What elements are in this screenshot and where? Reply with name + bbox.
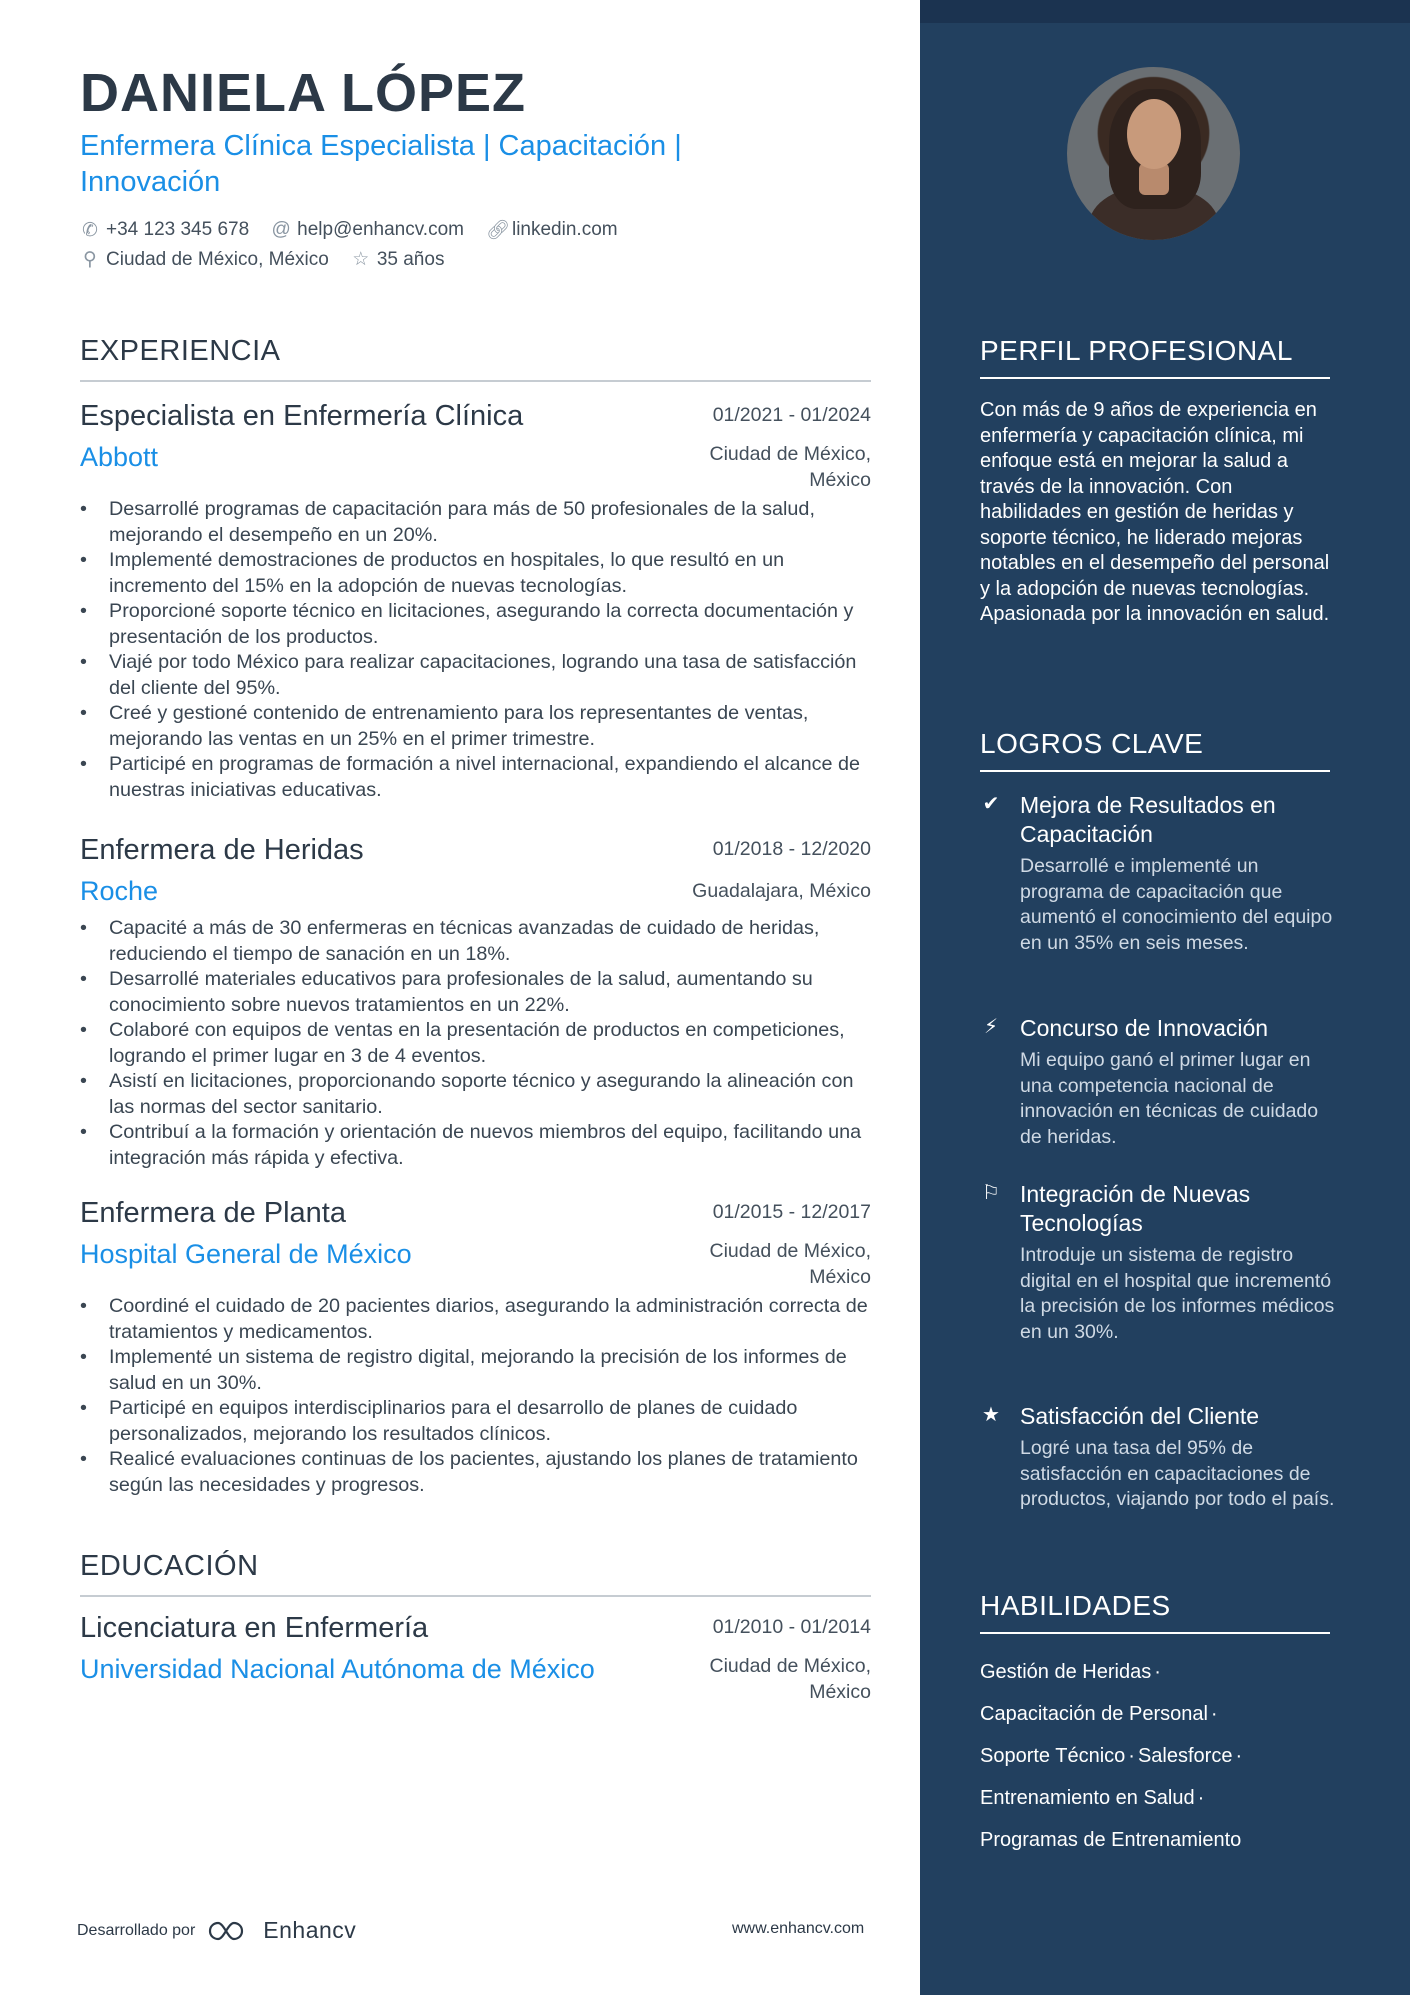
phone-icon: ✆ (82, 219, 98, 241)
degree-title: Licenciatura en Enfermería (80, 1612, 429, 1644)
bullet-item: • Proporcioné soporte técnico en licitaciones, asegurando la correcta documentación y presentación de los productos. (80, 599, 871, 650)
achievement-desc: Mi equipo ganó el primer lugar en una competencia nacional de innovación en técnicas de cuidado de heridas. (1020, 1049, 1319, 1148)
footer-developed-by: Desarrollado por (77, 1921, 196, 1939)
achievement-desc: Introduje un sistema de registro digital en el hospital que incrementó la precisión de los informes médicos en un 30%. (1020, 1244, 1335, 1343)
at-icon: @ (271, 219, 291, 240)
job-title: Enfermera de Planta (80, 1197, 346, 1229)
contact-email[interactable] (271, 219, 464, 241)
skill-item: Capacitación de Personal (980, 1703, 1208, 1725)
star-outline-icon: ☆ (352, 249, 370, 270)
skill-item: Entrenamiento en Salud (980, 1787, 1195, 1809)
sidebar-top-strip (920, 0, 1410, 23)
avatar (1067, 67, 1240, 240)
linkedin-text: linkedin.com (511, 219, 618, 240)
contact-location (80, 248, 329, 271)
footer-brand[interactable]: Enhancv (263, 1917, 357, 1943)
bullet-item: • Realicé evaluaciones continuas de los pacientes, ajustando los planes de tratamiento según las necesidades y progresos. (80, 1447, 871, 1498)
bullet-item: • Viajé por todo México para realizar capacitaciones, logrando una tasa de satisfacción del cliente del 95%. (80, 650, 871, 701)
flag-icon: ⚐ (982, 1182, 1000, 1204)
skill-item: Gestión de Heridas (980, 1661, 1152, 1683)
age-text: 35 años (376, 248, 445, 270)
experience-entry (80, 400, 871, 803)
section-title-achievements: LOGROS CLAVE (980, 728, 1330, 772)
experience-entry (80, 834, 871, 1171)
bullet-item: • Coordiné el cuidado de 20 pacientes diarios, asegurando la administración correcta de tratamientos y medicamentos. (80, 1294, 871, 1345)
job-bullets (80, 497, 871, 803)
section-title-education: EDUCACIÓN (80, 1550, 871, 1597)
location-pin-icon: ⚲ (83, 249, 97, 270)
bullet-item: • Colaboré con equipos de ventas en la presentación de productos en competiciones, logrando el primer lugar en 3 de 4 eventos. (80, 1018, 871, 1069)
achievement-title: Concurso de Innovación (1020, 1015, 1269, 1041)
email-text: help@enhancv.com (297, 219, 464, 240)
job-location: Ciudad de México, México (709, 1240, 871, 1288)
footer-website[interactable]: www.enhancv.com (732, 1920, 865, 1937)
contact-age (351, 248, 445, 271)
achievement-desc: Desarrollé e implementé un programa de capacitación que aumentó el conocimiento del equipo en un 35% en seis meses. (1020, 855, 1333, 954)
check-icon: ✔ (982, 793, 1000, 815)
job-dates: 01/2021 - 01/2024 (712, 404, 871, 426)
job-dates: 01/2018 - 12/2020 (712, 838, 871, 860)
contact-row-2 (80, 248, 466, 271)
bullet-item: • Capacité a más de 30 enfermeras en técnicas avanzadas de cuidado de heridas, reduciendo el tiempo de sanación en un 18%. (80, 916, 871, 967)
section-title-experience: EXPERIENCIA (80, 335, 871, 382)
headline: Enfermera Clínica Especialista | Capacitación | Innovación (80, 130, 682, 198)
bolt-icon: ⚡︎ (983, 1016, 999, 1038)
job-title: Especialista en Enfermería Clínica (80, 400, 524, 432)
location-text: Ciudad de México, México (106, 248, 329, 270)
achievement-item (980, 1014, 1340, 1150)
bullet-item: • Implementé un sistema de registro digital, mejorando la precisión de los informes de salud en un 30%. (80, 1345, 871, 1396)
footer-credit (77, 1917, 356, 1944)
achievement-item (980, 1180, 1340, 1345)
bullet-item: • Desarrollé materiales educativos para profesionales de la salud, aumentando su conocimiento sobre nuevos tratamientos en un 22%. (80, 967, 871, 1018)
skill-item: Salesforce (1137, 1745, 1233, 1767)
company-name[interactable]: Abbott (80, 442, 159, 472)
skills-list: Gestión de Heridas · Capacitación de Personal · Soporte Técnico · Salesforce · Entrenamiento en Salud · Programas de Entrenamiento (980, 1661, 1243, 1851)
job-location: Guadalajara, México (692, 880, 871, 902)
bullet-item: • Participé en programas de formación a nivel internacional, expandiendo el alcance de nuestras iniciativas educativas. (80, 752, 871, 803)
company-name[interactable]: Roche (80, 876, 159, 906)
contact-linkedin[interactable] (486, 218, 618, 242)
job-title: Enfermera de Heridas (80, 834, 364, 866)
school-name[interactable]: Universidad Nacional Autónoma de México (80, 1654, 595, 1684)
achievement-title: Integración de Nuevas Tecnologías (1020, 1181, 1251, 1236)
education-location: Ciudad de México, México (709, 1655, 871, 1703)
profile-summary: Con más de 9 años de experiencia en enfermería y capacitación clínica, mi enfoque está en mejorar la salud a través de la innovación. Con habilidades en gestión de heridas y soporte técnico, he liderado mejoras notables en el desempeño del personal y la adopción de nuevas tecnologías. Apasionada por la innovación en salud. (980, 399, 1330, 625)
education-entry (80, 1612, 871, 1705)
bullet-item: • Participé en equipos interdisciplinarios para el desarrollo de planes de cuidado personalizados, mejorando los resultados clínicos. (80, 1396, 871, 1447)
bullet-item: • Asistí en licitaciones, proporcionando soporte técnico y asegurando la alineación con las normas del sector sanitario. (80, 1069, 871, 1120)
bullet-item: • Creé y gestioné contenido de entrenamiento para los representantes de ventas, mejorando las ventas en un 25% en el primer trimestre. (80, 701, 871, 752)
contact-phone[interactable] (80, 219, 249, 242)
job-dates: 01/2015 - 12/2017 (712, 1201, 871, 1223)
bullet-item: • Desarrollé programas de capacitación para más de 50 profesionales de la salud, mejorando el desempeño en un 20%. (80, 497, 871, 548)
candidate-name: DANIELA LÓPEZ (80, 63, 527, 123)
sidebar (920, 0, 1410, 1995)
job-location: Ciudad de México, México (709, 443, 871, 491)
skill-item: Soporte Técnico (980, 1745, 1126, 1767)
achievement-title: Mejora de Resultados en Capacitación (1020, 792, 1276, 847)
bullet-item: • Contribuí a la formación y orientación de nuevos miembros del equipo, facilitando una integración más rápida y efectiva. (80, 1120, 871, 1171)
achievement-item (980, 1402, 1340, 1513)
job-bullets (80, 1294, 871, 1498)
skill-item: Programas de Entrenamiento (980, 1829, 1242, 1851)
company-name[interactable]: Hospital General de México (80, 1239, 412, 1269)
education-dates: 01/2010 - 01/2014 (712, 1616, 871, 1638)
phone-text: +34 123 345 678 (106, 219, 250, 240)
experience-entry (80, 1197, 871, 1498)
achievement-item (980, 791, 1340, 956)
achievement-desc: Logré una tasa del 95% de satisfacción en capacitaciones de productos, viajando por todo el país. (1020, 1437, 1335, 1510)
section-title-profile: PERFIL PROFESIONAL (980, 335, 1330, 379)
bullet-item: • Implementé demostraciones de productos en hospitales, lo que resultó en un incremento del 15% en la adopción de nuevas tecnologías. (80, 548, 871, 599)
section-title-skills: HABILIDADES (980, 1590, 1330, 1634)
star-icon: ★ (982, 1404, 1000, 1426)
job-bullets (80, 916, 871, 1171)
contact-row-1 (80, 218, 640, 242)
link-icon: 🔗︎ (485, 220, 511, 241)
achievement-title: Satisfacción del Cliente (1020, 1403, 1260, 1429)
enhancv-logo-icon (207, 1920, 253, 1942)
